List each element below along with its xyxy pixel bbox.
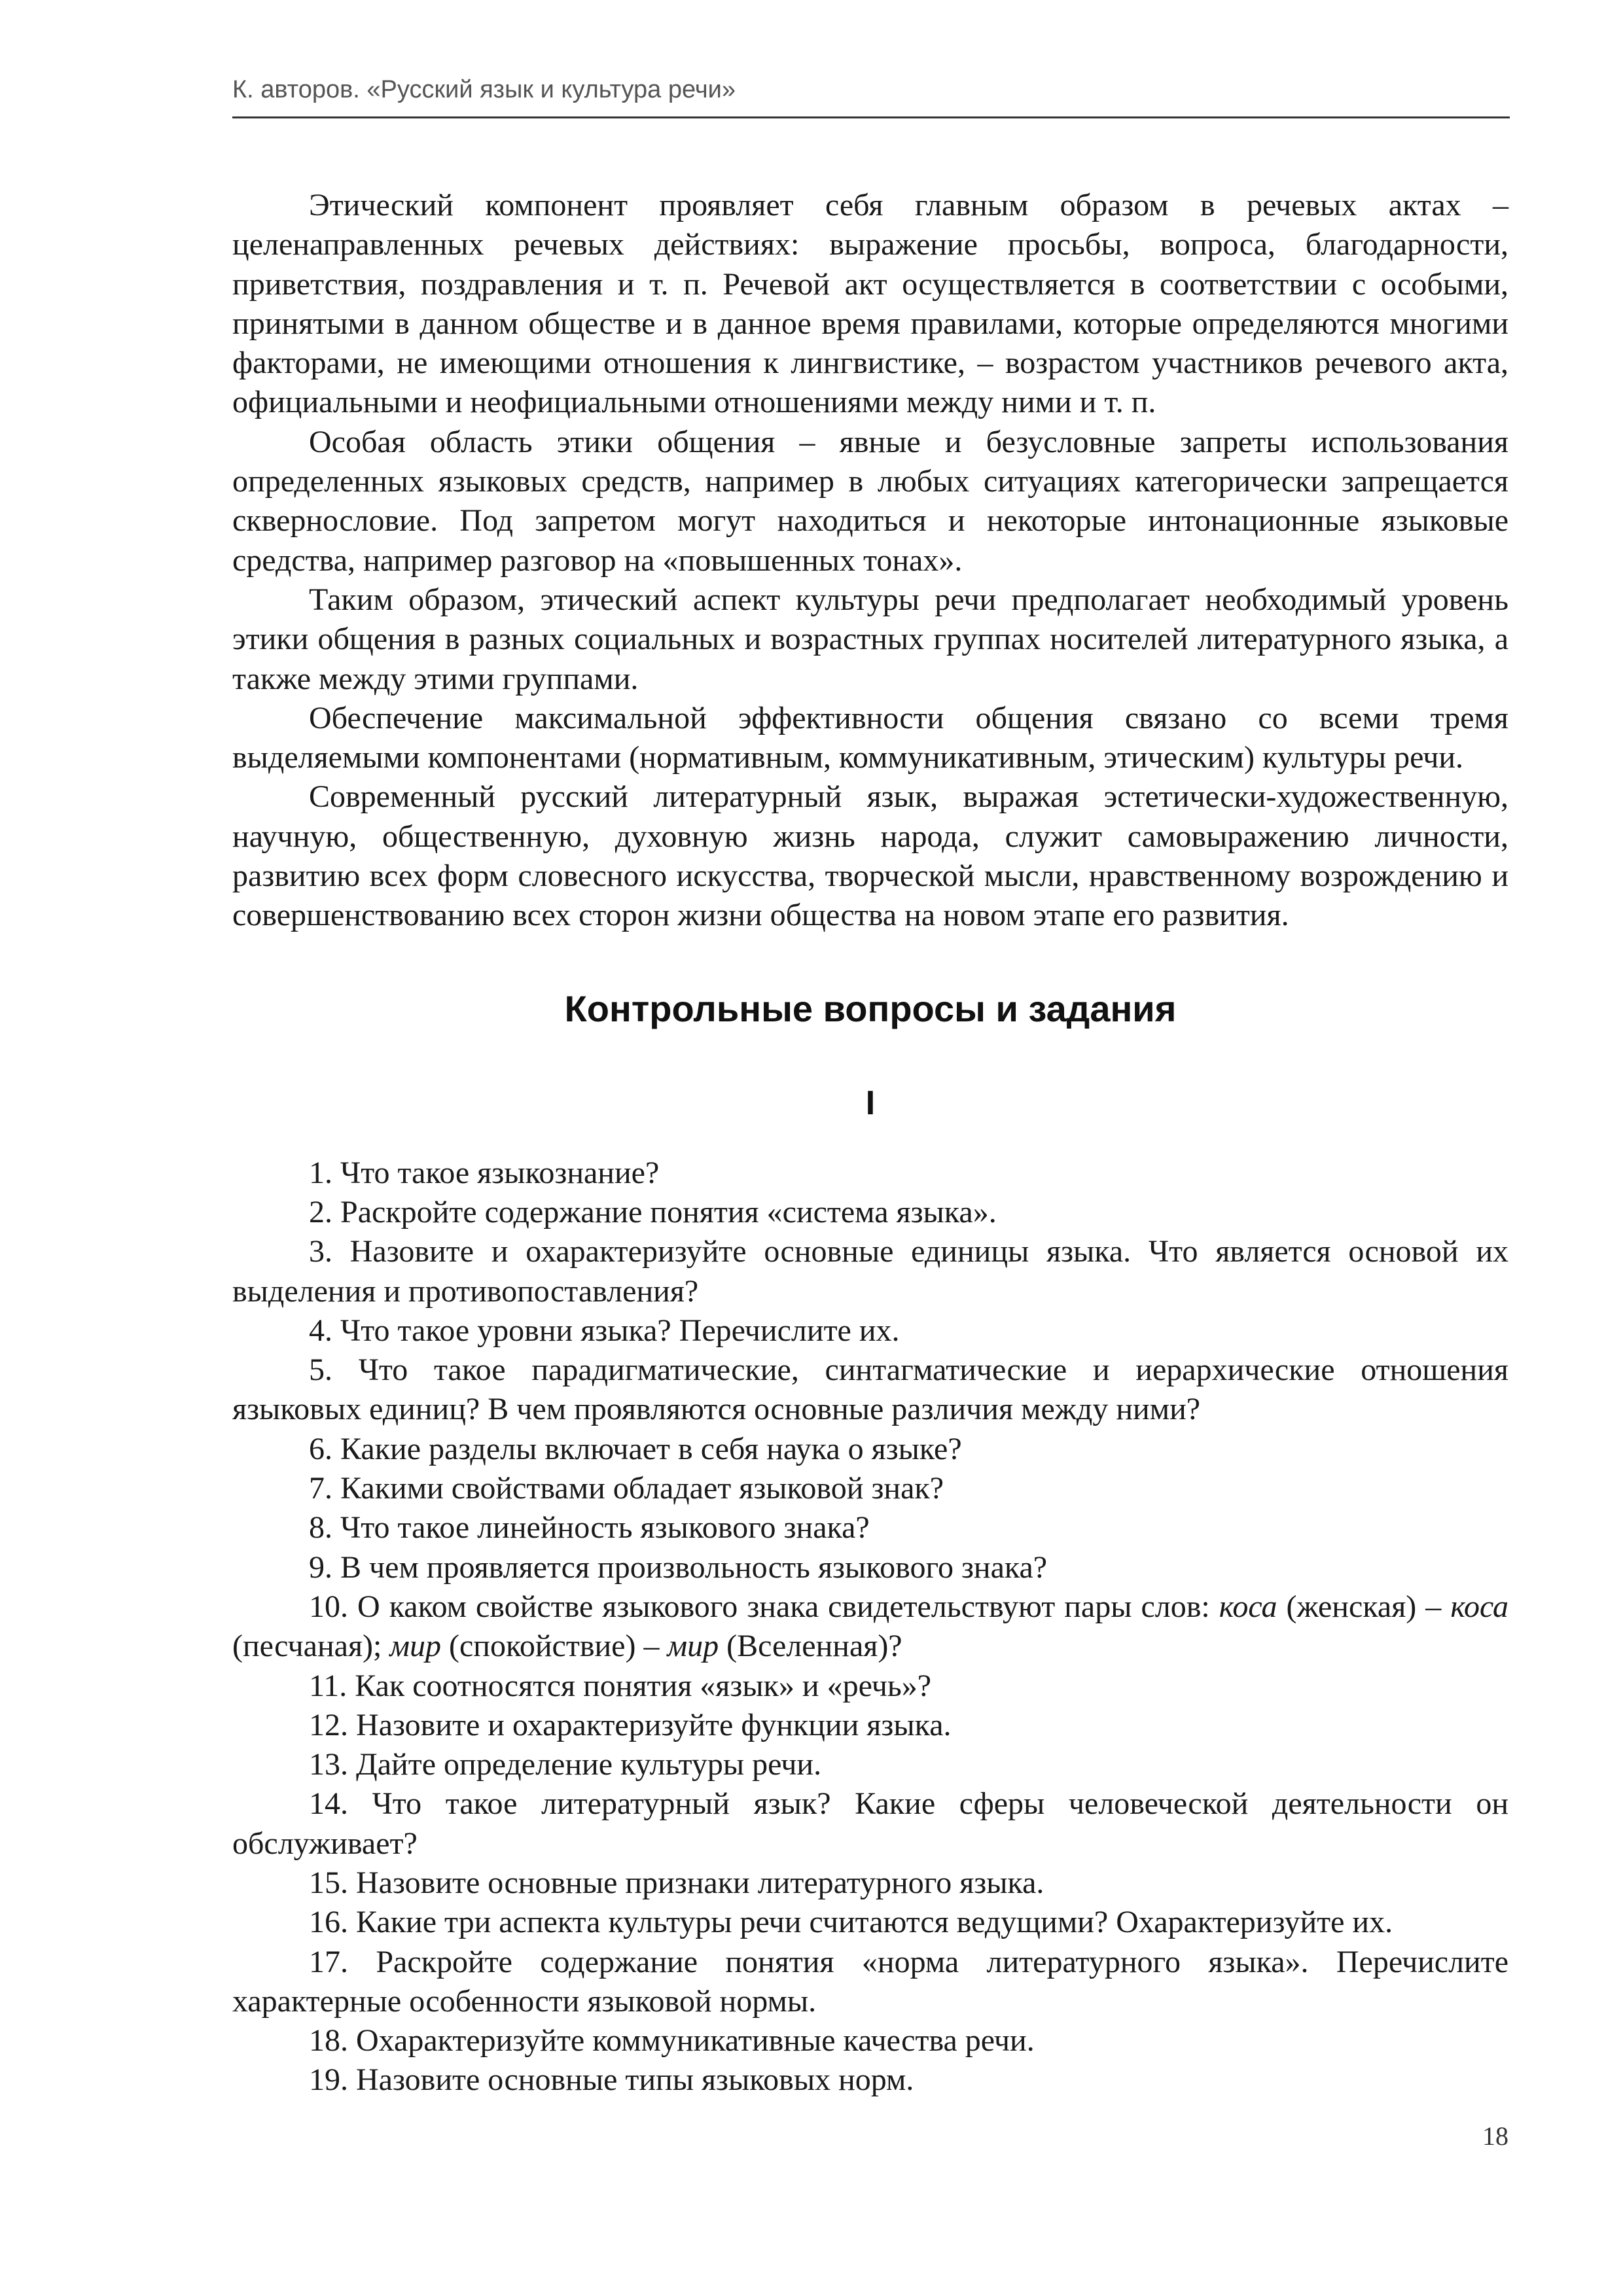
question-item: 2. Раскройте содержание понятия «система языка». [309,1194,997,1229]
question-10-gloss: (Вселенная)? [719,1629,902,1664]
question-10-gloss: (песчаная); [232,1629,390,1664]
question-10-word: коса [1450,1589,1508,1624]
question-item: 16. Какие три аспекта культуры речи считаются ведущими? Охарактеризуйте их. [309,1905,1393,1940]
question-item: 5. Что такое парадигматические, синтагматические и иерархические отношения языковых единиц? В чем проявляются основные различия между ними? [232,1352,1508,1427]
question-item: 1. Что такое языкознание? [309,1155,660,1190]
question-item: 14. Что такое литературный язык? Какие сферы человеческой деятельности он обслуживает? [232,1786,1508,1861]
section-title: Контрольные вопросы и задания [564,987,1177,1029]
question-10-lead: 10. О каком свойстве языкового знака свидетельствуют пары слов: [309,1589,1219,1624]
page-number: 18 [1482,2121,1508,2151]
question-item: 3. Назовите и охарактеризуйте основные единицы языка. Что является основой их выделения и противопоставления? [232,1234,1508,1309]
question-item: 8. Что такое линейность языкового знака? [309,1510,870,1545]
running-header: К. авторов. «Русский язык и культура речи» [232,76,736,103]
question-item: 13. Дайте определение культуры речи. [309,1747,822,1782]
question-10-gloss: (спокойствие) – [441,1629,668,1664]
question-10-gloss: (женская) – [1277,1589,1451,1624]
page-content [232,186,1508,2100]
question-item-10 [232,1587,1508,1667]
question-item: 18. Охарактеризуйте коммуникативные качества речи. [309,2023,1035,2058]
question-item: 15. Назовите основные признаки литературного языка. [309,1865,1044,1900]
question-item: 7. Какими свойствами обладает языковой знак? [309,1471,944,1506]
question-10-word: коса [1219,1589,1277,1624]
question-item: 11. Как соотносятся понятия «язык» и «речь»? [309,1668,932,1703]
body-paragraph: Таким образом, этический аспект культуры речи предполагает необходимый уровень этики общения в разных социальных и возрастных группах носителей литературного языка, а также между этими группами. [232,582,1508,696]
question-item: 6. Какие разделы включает в себя наука о языке? [309,1431,962,1466]
header-rule [232,116,1510,118]
question-item: 4. Что такое уровни языка? Перечислите их. [309,1313,900,1348]
question-item: 9. В чем проявляется произвольность языкового знака? [309,1549,1048,1585]
body-paragraph: Особая область этики общения – явные и безусловные запреты использования определенных языковых средств, например в любых ситуациях категорически запрещается сквернословие. Под запретом могут находиться и некоторые интонационные языковые средства, например разговор на «повышенных тонах». [232,424,1508,578]
body-paragraph: Современный русский литературный язык, выражая эстетически-художественную, научную, общественную, духовную жизнь народа, служит самовыражению личности, развитию всех форм словесного искусства, творческой мысли, нравственному возрождению и совершенствованию всех сторон жизни общества на новом этапе его развития. [232,779,1508,933]
question-item: 17. Раскройте содержание понятия «норма литературного языка». Перечислите характерные особенности языковой нормы. [232,1944,1508,2019]
body-paragraph: Обеспечение максимальной эффективности общения связано со всеми тремя выделяемыми компонентами (нормативным, коммуникативным, этическим) культуры речи. [232,700,1508,775]
section-part-number: I [865,1084,876,1122]
question-item: 19. Назовите основные типы языковых норм. [309,2062,914,2098]
question-item: 12. Назовите и охарактеризуйте функции языка. [309,1707,952,1742]
body-paragraph: Этический компонент проявляет себя главным образом в речевых актах – целенаправленных речевых действиях: выражение просьбы, вопроса, благодарности, приветствия, поздравления и т. п. Речевой акт осуществляется в соответствии с особыми, принятыми в данном обществе и в данное время правилами, которые определяются многими факторами, не имеющими отношения к лингвистике, – возрастом участников речевого акта, официальными и неофициальными отношениями между ними и т. п. [232,188,1508,420]
question-10-word: мир [389,1629,441,1664]
question-10-word: мир [667,1629,719,1664]
